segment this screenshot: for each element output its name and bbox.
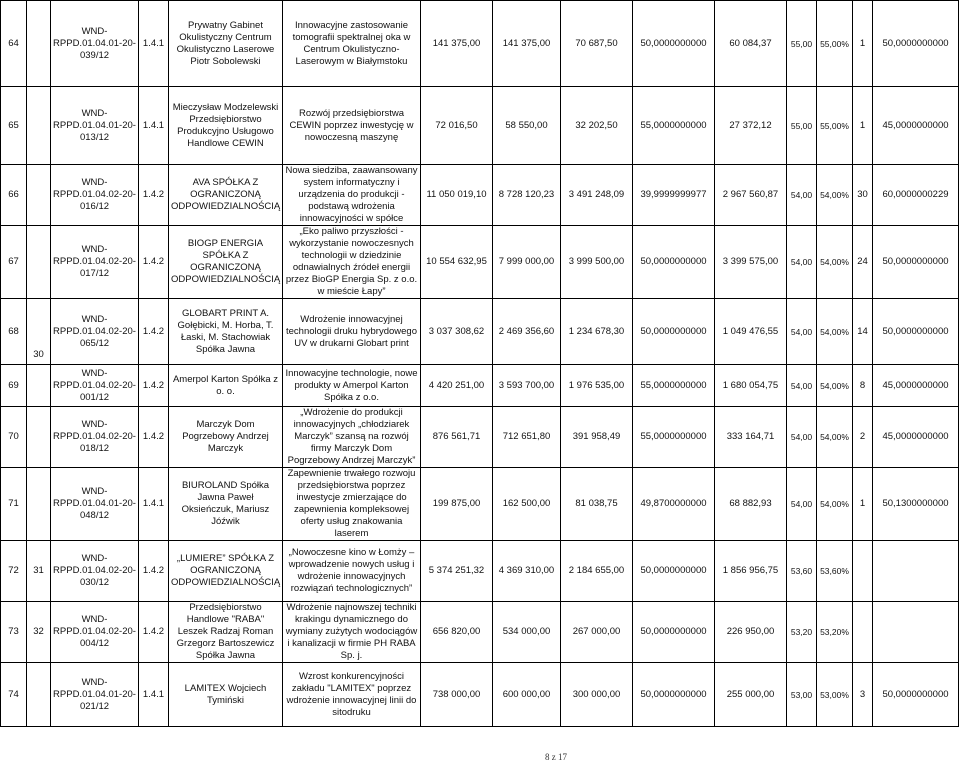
application-number: WND-RPPD.01.04.01-20-039/12: [51, 1, 139, 87]
project-title: Innowacyjne technologie, nowe produkty w Amerpol Karton Spółka z o.o.: [283, 365, 421, 407]
total-value: 11 050 019,10: [421, 165, 493, 226]
efrr-amount: 1 680 054,75: [715, 365, 787, 407]
eligible-costs: 7 999 000,00: [493, 226, 561, 299]
total-value: 656 820,00: [421, 602, 493, 663]
row-number: 74: [1, 663, 27, 727]
row-number: 67: [1, 226, 27, 299]
project-title: Nowa siedziba, zaawansowany system informatyczny i urządzenia do produkcji - podstawą wdrożenia innowacyjności w spółce: [283, 165, 421, 226]
application-number: WND-RPPD.01.04.02-20-017/12: [51, 226, 139, 299]
row-number: 66: [1, 165, 27, 226]
score-percent: 54,00%: [817, 165, 853, 226]
funding-rate: 50,0000000000: [633, 1, 715, 87]
table-row: [1, 663, 959, 727]
measure-code: 1.4.1: [139, 87, 169, 165]
funding-amount: 2 184 655,00: [561, 541, 633, 602]
application-number: WND-RPPD.01.04.02-20-030/12: [51, 541, 139, 602]
total-value: 10 554 632,95: [421, 226, 493, 299]
score-percent: 53,20%: [817, 602, 853, 663]
measure-code: 1.4.2: [139, 602, 169, 663]
beneficiary-name: LAMITEX Wojciech Tymiński: [169, 663, 283, 727]
row-number: 72: [1, 541, 27, 602]
measure-code: 1.4.1: [139, 663, 169, 727]
table-row: [1, 407, 959, 468]
beneficiary-name: Przedsiębiorstwo Handlowe "RABA" Leszek Radzaj Roman Grzegorz Bartoszewicz Spółka Jawna: [169, 602, 283, 663]
beneficiary-name: AVA SPÓŁKA Z OGRANICZONĄ ODPOWIEDZIALNOŚCIĄ: [169, 165, 283, 226]
group-number: [27, 226, 51, 299]
group-number: [27, 1, 51, 87]
eligible-costs: 58 550,00: [493, 87, 561, 165]
project-title: Rozwój przedsiębiorstwa CEWIN poprzez inwestycję w nowoczesną maszynę: [283, 87, 421, 165]
efrr-amount: 27 372,12: [715, 87, 787, 165]
project-title: „Eko paliwo przyszłości - wykorzystanie nowoczesnych technologii w dziedzinie odnawialnych źródeł energii przez BioGP Energia Sp. z o.o. w mieście Łapy”: [283, 226, 421, 299]
rank-score: [853, 602, 873, 663]
funding-amount: 391 958,49: [561, 407, 633, 468]
total-value: 5 374 251,32: [421, 541, 493, 602]
beneficiary-name: Marczyk Dom Pogrzebowy Andrzej Marczyk: [169, 407, 283, 468]
table-row: [1, 165, 959, 226]
application-number: WND-RPPD.01.04.01-20-013/12: [51, 87, 139, 165]
group-number: [27, 663, 51, 727]
application-number: WND-RPPD.01.04.01-20-021/12: [51, 663, 139, 727]
efrr-amount: 226 950,00: [715, 602, 787, 663]
beneficiary-name: „LUMIERE” SPÓŁKA Z OGRANICZONĄ ODPOWIEDZIALNOŚCIĄ: [169, 541, 283, 602]
efrr-amount: 60 084,37: [715, 1, 787, 87]
rank-score: 1: [853, 468, 873, 541]
total-value: 3 037 308,62: [421, 299, 493, 365]
rank-score: 2: [853, 407, 873, 468]
funding-rate: 50,0000000000: [633, 226, 715, 299]
group-number: [27, 165, 51, 226]
table-row: [1, 365, 959, 407]
table-row: [1, 226, 959, 299]
application-number: WND-RPPD.01.04.02-20-004/12: [51, 602, 139, 663]
rank-score: 14: [853, 299, 873, 365]
application-number: WND-RPPD.01.04.02-20-001/12: [51, 365, 139, 407]
total-value: 4 420 251,00: [421, 365, 493, 407]
score-points: 53,60: [787, 541, 817, 602]
own-contribution: [873, 541, 959, 602]
rank-score: 8: [853, 365, 873, 407]
funding-rate: 49,8700000000: [633, 468, 715, 541]
row-number: 71: [1, 468, 27, 541]
application-number: WND-RPPD.01.04.01-20-048/12: [51, 468, 139, 541]
funding-rate: 55,0000000000: [633, 87, 715, 165]
score-percent: 55,00%: [817, 87, 853, 165]
own-contribution: 50,0000000000: [873, 1, 959, 87]
funding-rate: 50,0000000000: [633, 299, 715, 365]
project-title: „Wdrożenie do produkcji innowacyjnych „chłodziarek Marczyk” szansą na rozwój firmy Marczyk Dom Pogrzebowy Andrzej Marczyk”: [283, 407, 421, 468]
efrr-amount: 1 049 476,55: [715, 299, 787, 365]
group-number: [27, 87, 51, 165]
own-contribution: 60,0000000229: [873, 165, 959, 226]
eligible-costs: 4 369 310,00: [493, 541, 561, 602]
beneficiary-name: BIOGP ENERGIA SPÓŁKA Z OGRANICZONĄ ODPOWIEDZIALNOŚCIĄ: [169, 226, 283, 299]
group-number: 30: [27, 299, 51, 365]
table-row: [1, 299, 959, 365]
measure-code: 1.4.2: [139, 407, 169, 468]
funding-rate: 55,0000000000: [633, 365, 715, 407]
row-number: 73: [1, 602, 27, 663]
group-number: [27, 365, 51, 407]
application-number: WND-RPPD.01.04.02-20-016/12: [51, 165, 139, 226]
score-points: 54,00: [787, 299, 817, 365]
efrr-amount: 68 882,93: [715, 468, 787, 541]
score-percent: 53,60%: [817, 541, 853, 602]
score-points: 53,00: [787, 663, 817, 727]
rank-score: 1: [853, 1, 873, 87]
score-points: 54,00: [787, 226, 817, 299]
row-number: 65: [1, 87, 27, 165]
score-points: 54,00: [787, 365, 817, 407]
table-row: [1, 541, 959, 602]
efrr-amount: 255 000,00: [715, 663, 787, 727]
own-contribution: 45,0000000000: [873, 87, 959, 165]
funding-amount: 81 038,75: [561, 468, 633, 541]
beneficiary-name: GLOBART PRINT A. Gołębicki, M. Horba, T. Łaski, M. Stachowiak Spółka Jawna: [169, 299, 283, 365]
rank-score: 30: [853, 165, 873, 226]
funding-rate: 55,0000000000: [633, 407, 715, 468]
total-value: 876 561,71: [421, 407, 493, 468]
score-points: 55,00: [787, 1, 817, 87]
measure-code: 1.4.2: [139, 226, 169, 299]
funding-rate: 50,0000000000: [633, 541, 715, 602]
score-percent: 53,00%: [817, 663, 853, 727]
score-percent: 54,00%: [817, 407, 853, 468]
eligible-costs: 534 000,00: [493, 602, 561, 663]
efrr-amount: 333 164,71: [715, 407, 787, 468]
row-number: 69: [1, 365, 27, 407]
score-percent: 54,00%: [817, 226, 853, 299]
project-title: „Nowoczesne kino w Łomży – wprowadzenie nowych usług i wdrożenie innowacyjnych rozwiązań technologicznych”: [283, 541, 421, 602]
eligible-costs: 712 651,80: [493, 407, 561, 468]
project-title: Innowacyjne zastosowanie tomografii spektralnej oka w Centrum Okulistyczno-Laserowym w Białymstoku: [283, 1, 421, 87]
table-row: [1, 468, 959, 541]
own-contribution: 45,0000000000: [873, 365, 959, 407]
funding-amount: 70 687,50: [561, 1, 633, 87]
own-contribution: 50,0000000000: [873, 226, 959, 299]
funding-rate: 50,0000000000: [633, 602, 715, 663]
funding-amount: 267 000,00: [561, 602, 633, 663]
group-number: 31: [27, 541, 51, 602]
row-number: 64: [1, 1, 27, 87]
beneficiary-name: Mieczysław Modzelewski Przedsiębiorstwo Produkcyjno Usługowo Handlowe CEWIN: [169, 87, 283, 165]
score-percent: 54,00%: [817, 299, 853, 365]
funding-rate: 50,0000000000: [633, 663, 715, 727]
funding-amount: 32 202,50: [561, 87, 633, 165]
total-value: 199 875,00: [421, 468, 493, 541]
beneficiary-name: Amerpol Karton Spółka z o. o.: [169, 365, 283, 407]
group-number: [27, 468, 51, 541]
eligible-costs: 8 728 120,23: [493, 165, 561, 226]
project-title: Zapewnienie trwałego rozwoju przedsiębiorstwa poprzez inwestycje zmierzające do zapewnienia kompleksowej oferty usług znakowania laserem: [283, 468, 421, 541]
measure-code: 1.4.1: [139, 1, 169, 87]
score-percent: 55,00%: [817, 1, 853, 87]
table-row: [1, 87, 959, 165]
score-percent: 54,00%: [817, 468, 853, 541]
funding-amount: 3 491 248,09: [561, 165, 633, 226]
funding-amount: 1 976 535,00: [561, 365, 633, 407]
row-number: 70: [1, 407, 27, 468]
efrr-amount: 1 856 956,75: [715, 541, 787, 602]
efrr-amount: 3 399 575,00: [715, 226, 787, 299]
measure-code: 1.4.2: [139, 165, 169, 226]
funding-rate: 39,9999999977: [633, 165, 715, 226]
beneficiary-name: BIUROLAND Spółka Jawna Paweł Oksieńczuk, Mariusz Jóźwik: [169, 468, 283, 541]
table-row: [1, 602, 959, 663]
group-number: [27, 407, 51, 468]
row-number: 68: [1, 299, 27, 365]
measure-code: 1.4.2: [139, 365, 169, 407]
own-contribution: 45,0000000000: [873, 407, 959, 468]
rank-score: 1: [853, 87, 873, 165]
measure-code: 1.4.2: [139, 299, 169, 365]
rank-score: [853, 541, 873, 602]
eligible-costs: 2 469 356,60: [493, 299, 561, 365]
project-title: Wdrożenie najnowszej techniki krakingu dynamicznego do wymiany zużytych wodociągów i kanalizacji w firmie PH RABA Sp. j.: [283, 602, 421, 663]
total-value: 141 375,00: [421, 1, 493, 87]
page-number: 8 z 17: [545, 752, 567, 762]
eligible-costs: 3 593 700,00: [493, 365, 561, 407]
project-title: Wzrost konkurencyjności zakładu "LAMITEX" poprzez wdrożenie innowacyjnej linii do sitodruku: [283, 663, 421, 727]
score-points: 54,00: [787, 407, 817, 468]
eligible-costs: 141 375,00: [493, 1, 561, 87]
measure-code: 1.4.1: [139, 468, 169, 541]
project-title: Wdrożenie innowacyjnej technologii druku hybrydowego UV w drukarni Globart print: [283, 299, 421, 365]
score-points: 55,00: [787, 87, 817, 165]
own-contribution: 50,1300000000: [873, 468, 959, 541]
measure-code: 1.4.2: [139, 541, 169, 602]
total-value: 738 000,00: [421, 663, 493, 727]
rank-score: 24: [853, 226, 873, 299]
group-number: 32: [27, 602, 51, 663]
own-contribution: 50,0000000000: [873, 299, 959, 365]
total-value: 72 016,50: [421, 87, 493, 165]
rank-score: 3: [853, 663, 873, 727]
own-contribution: 50,0000000000: [873, 663, 959, 727]
eligible-costs: 600 000,00: [493, 663, 561, 727]
score-points: 53,20: [787, 602, 817, 663]
score-points: 54,00: [787, 468, 817, 541]
funding-amount: 300 000,00: [561, 663, 633, 727]
beneficiary-name: Prywatny Gabinet Okulistyczny Centrum Okulistyczno Laserowe Piotr Sobolewski: [169, 1, 283, 87]
score-percent: 54,00%: [817, 365, 853, 407]
score-points: 54,00: [787, 165, 817, 226]
eligible-costs: 162 500,00: [493, 468, 561, 541]
table-row: [1, 1, 959, 87]
own-contribution: [873, 602, 959, 663]
efrr-amount: 2 967 560,87: [715, 165, 787, 226]
funding-amount: 1 234 678,30: [561, 299, 633, 365]
application-number: WND-RPPD.01.04.02-20-065/12: [51, 299, 139, 365]
funding-amount: 3 999 500,00: [561, 226, 633, 299]
application-number: WND-RPPD.01.04.02-20-018/12: [51, 407, 139, 468]
